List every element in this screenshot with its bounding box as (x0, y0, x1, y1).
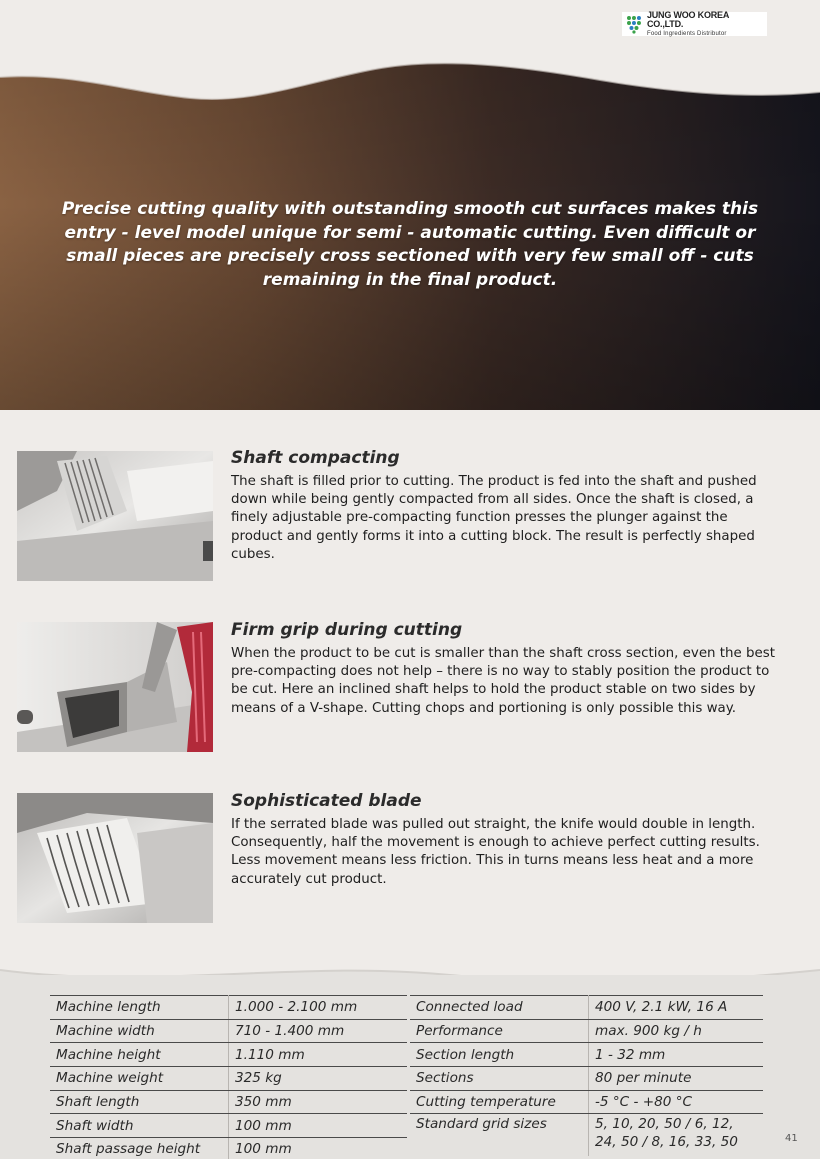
feature-text-sophisticated-blade: If the serrated blade was pulled out straight, the knife would double in length. Consequently, half the movement is enough to achieve perfect cutting results. Less movement means less friction. This in turns means less heat and a more accurately cut product. (231, 817, 760, 887)
table-row (50, 996, 407, 1020)
table-row (410, 996, 763, 1020)
spec-value: 1.000 - 2.100 mm (229, 996, 408, 1020)
shaft-compacting-photo (17, 451, 213, 581)
feature-title-sophisticated-blade: Sophisticated blade (231, 791, 422, 811)
page-number: 41 (785, 1133, 798, 1144)
logo-company-name: JUNG WOO KOREA CO.,LTD. (646, 10, 729, 29)
feature-title-shaft-compacting: Shaft compacting (231, 448, 400, 468)
spec-value: 80 per minute (589, 1067, 764, 1091)
table-row (50, 1090, 407, 1114)
spec-value: 100 mm (229, 1114, 408, 1138)
table-row (50, 1043, 407, 1067)
spec-table-left (50, 995, 407, 1159)
table-row (50, 1019, 407, 1043)
table-row (410, 1090, 763, 1114)
company-logo (622, 12, 767, 36)
hero-intro-text: Precise cutting quality with outstanding smooth cut surfaces makes this entry - level model unique for semi - automatic cutting. Even difficult or small pieces are precisely cross sectioned with very few small off - cuts remaining in the final product. (61, 199, 759, 290)
spec-label: Connected load (410, 996, 589, 1020)
spec-value: 100 mm (229, 1138, 408, 1159)
feature-title-firm-grip: Firm grip during cutting (231, 620, 463, 640)
spec-label: Cutting temperature (410, 1090, 589, 1114)
spec-value: -5 °C - +80 °C (589, 1090, 764, 1114)
spec-value: 1 - 32 mm (589, 1043, 764, 1067)
table-row (410, 1067, 763, 1091)
spec-value: max. 900 kg / h (589, 1019, 764, 1043)
spec-label: Standard grid sizes (410, 1114, 589, 1157)
spec-value: 1.110 mm (229, 1043, 408, 1067)
spec-value: 5, 10, 20, 50 / 6, 12, 24, 50 / 8, 16, 33, 50 (595, 1116, 738, 1150)
feature-text-shaft-compacting: The shaft is filled prior to cutting. The product is fed into the shaft and pushed down while being gently compacted from all sides. Once the shaft is closed, a finely adjustable pre-compacting function presses the plunger against the product and gently forms it into a cutting block. The result is perfectly shaped cubes. (231, 474, 757, 562)
table-row (50, 1114, 407, 1138)
spec-label: Shaft passage height (50, 1138, 229, 1159)
sophisticated-blade-photo (17, 793, 213, 923)
spec-label: Performance (410, 1019, 589, 1043)
spec-label: Machine length (50, 996, 229, 1020)
spec-value: 325 kg (229, 1067, 408, 1091)
firm-grip-photo (17, 622, 213, 752)
logo-subtitle: Food Ingredients Distributor (646, 31, 727, 37)
spec-value: 400 V, 2.1 kW, 16 A (589, 996, 764, 1020)
feature-text-firm-grip: When the product to be cut is smaller than the shaft cross section, even the best pre-compacting does not help – there is no way to stably position the product to be cut. Here an inclined shaft helps to hold the product stable on two sides by means of a V-shape. Cutting chops and portioning is only possible this way. (231, 646, 776, 716)
spec-label: Shaft width (50, 1114, 229, 1138)
spec-label: Shaft length (50, 1090, 229, 1114)
table-row (50, 1067, 407, 1091)
table-row (410, 1019, 763, 1043)
table-row (410, 1114, 763, 1157)
spec-label: Machine height (50, 1043, 229, 1067)
table-row (50, 1138, 407, 1159)
spec-value: 710 - 1.400 mm (229, 1019, 408, 1043)
spec-label: Sections (410, 1067, 589, 1091)
spec-label: Machine width (50, 1019, 229, 1043)
logo-leaf-icon (625, 14, 643, 34)
spec-table-right (410, 995, 763, 1156)
spec-value: 350 mm (229, 1090, 408, 1114)
table-row (410, 1043, 763, 1067)
spec-label: Machine weight (50, 1067, 229, 1091)
spec-label: Section length (410, 1043, 589, 1067)
